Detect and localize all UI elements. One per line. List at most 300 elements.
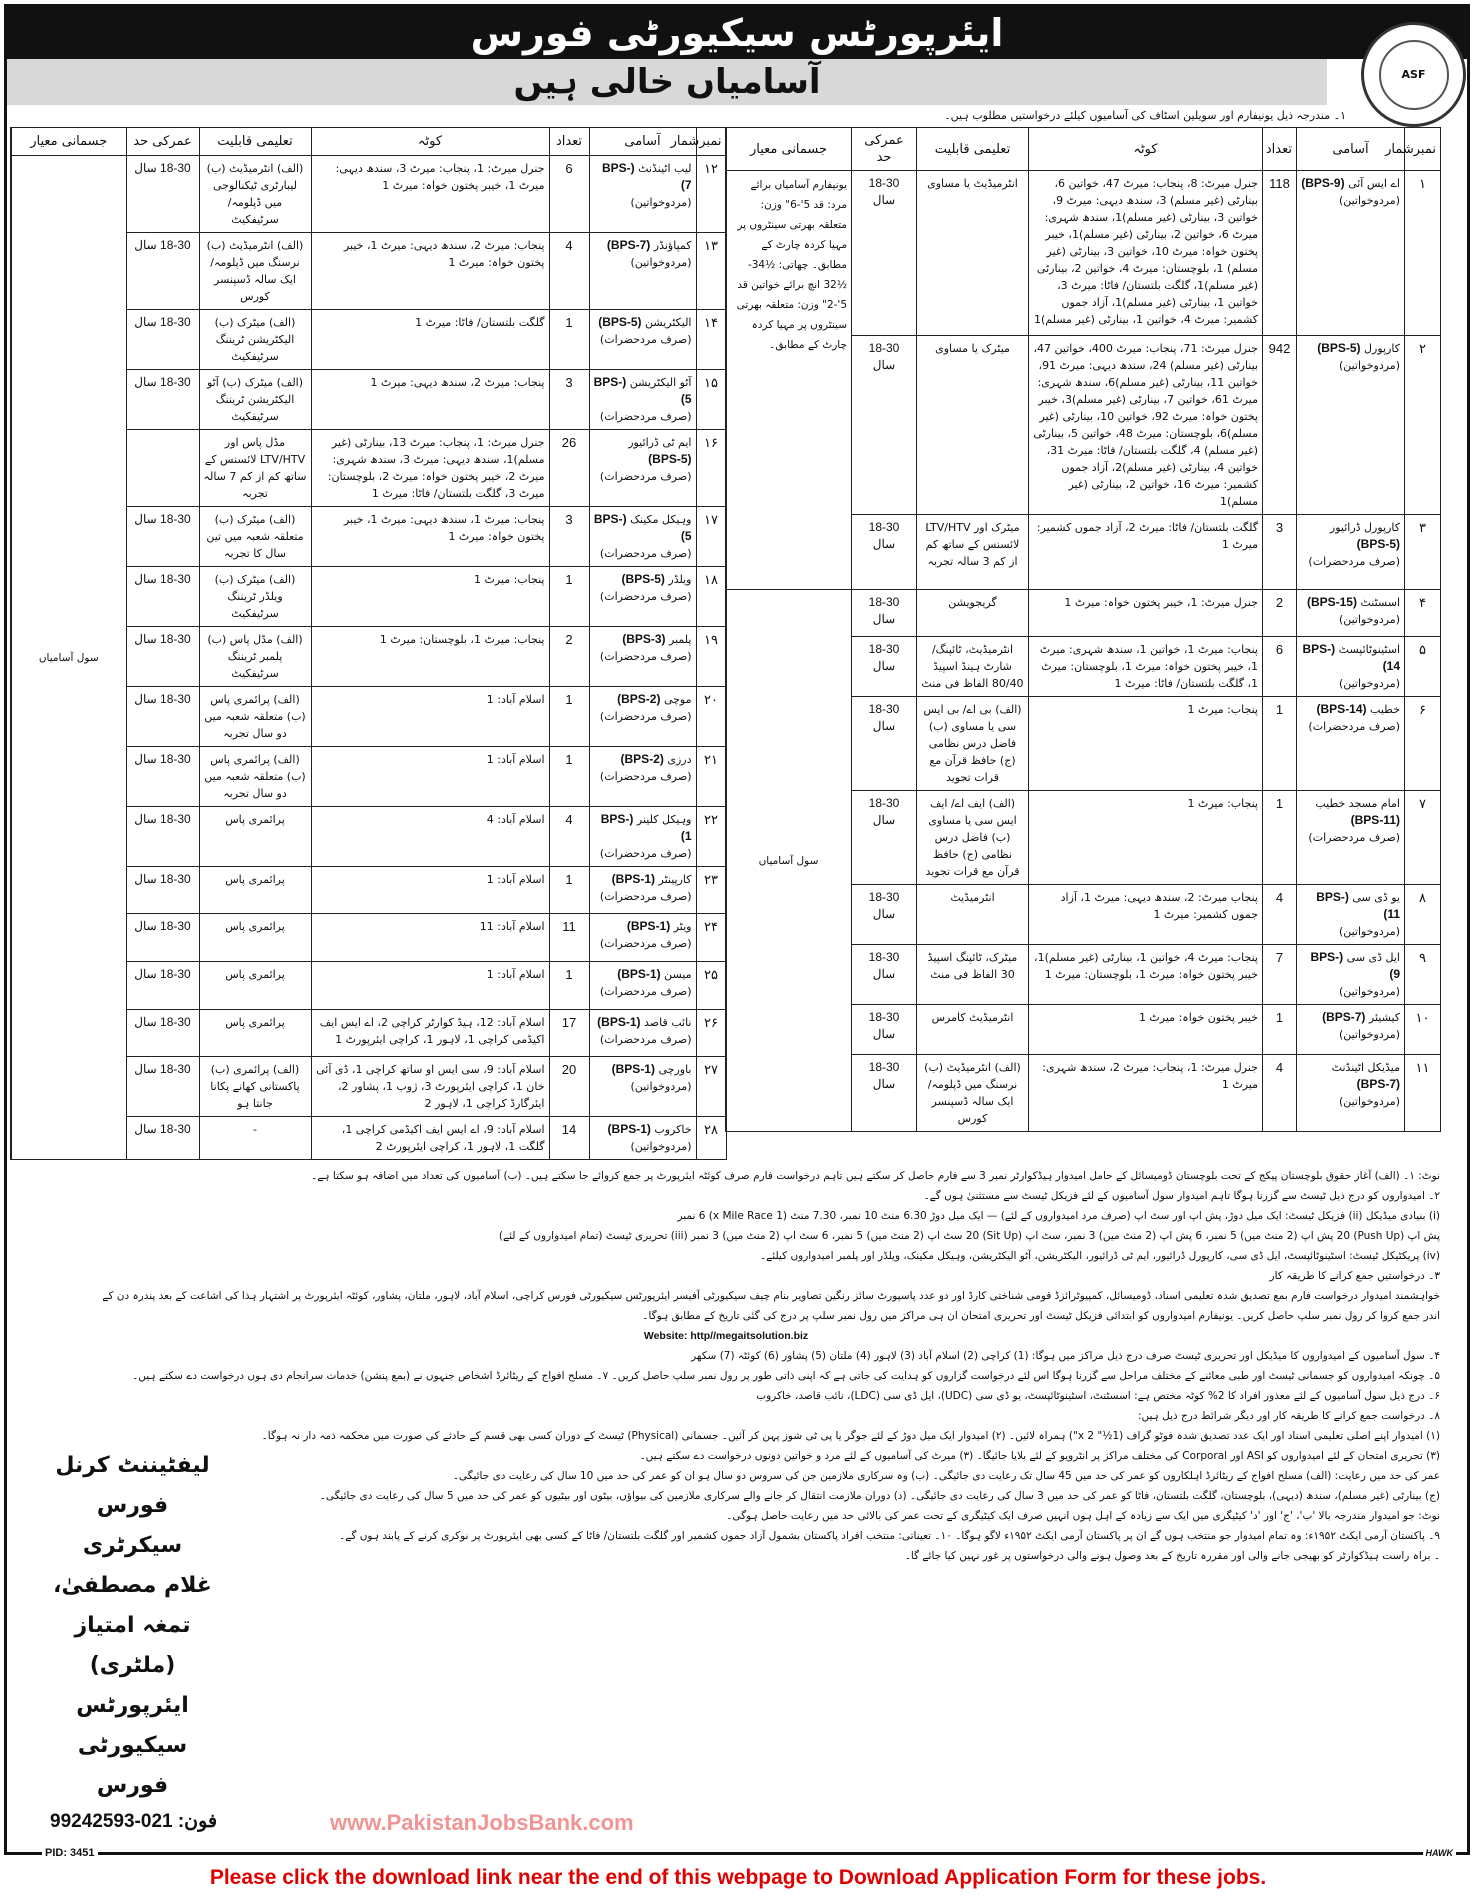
qualification-text: (الف) انٹرمیڈیٹ (ب) نرسنگ میں ڈپلومہ/ ایک سالہ ڈسپنسر کورس <box>199 233 311 310</box>
post-title <box>1297 171 1405 336</box>
post-name: میسن <box>664 968 692 981</box>
post-name: وہیکل کلینر <box>636 813 692 826</box>
vacancy-count: 1 <box>549 567 589 627</box>
post-title <box>589 156 696 233</box>
vacancy-count: 7 <box>1263 945 1297 1005</box>
post-title <box>1297 637 1405 697</box>
qualification-text: پرائمری پاس <box>199 867 311 914</box>
age-limit: 18-30 سال <box>126 1117 199 1160</box>
serial-number: ۱۱ <box>1405 1055 1441 1132</box>
age-limit: 18-30 سال <box>852 637 917 697</box>
bps-grade: (BPS-5) <box>1317 341 1361 355</box>
post-name: ویلڈر <box>668 573 692 586</box>
serial-number: ۳ <box>1405 515 1441 590</box>
quota-text: جنرل میرٹ: 71، پنجاب: میرٹ 400، خواتین 47، بینارٹی (غیر مسلم) 24، سندھ دیہی: میرٹ 91، خواتین 11، بینارٹی (غیر مسلم)6، سندھ شہری: میرٹ 61، خواتین 7، بینارٹی (غیر مسلم)3، خیبر پختون خواہ: میرٹ 92، خواتین 10، بینارٹی (غیر مسلم)6، بلوچستان: میرٹ 48، خواتین 5، بینارٹی (غیر مسلم) 4، گلگت بلتستان/ فاٹا: میرٹ 31، خواتین 4، بینارٹی (غیر مسلم)2، آزاد جموں کشمیر: میرٹ 16، خواتین 2، بینارٹی (غیر مسلم)1 <box>1029 336 1263 515</box>
quota-text: اسلام آباد: 1 <box>311 747 549 807</box>
note-line: نوٹ: ۱۔ (الف) آغاز حقوق بلوچستان پیکج کے تحت بلوچستان ڈومیسائل کے حامل امیدوار ہیڈکوارٹر نمبر 3 سے فارم حاصل کر سکتے ہیں تاہم درخواست فارم صرف کوئٹہ ایئرپورٹ پر جمع کروائے جا سکتے ہیں۔ (ب) آسامیوں کی تعداد میں اضافہ ہو سکتا ہے۔ <box>311 1170 1440 1182</box>
quota-text: اسلام آباد: 9، اے ایس ایف اکیڈمی کراچی 1، گلگت 1، لاہور 1، کراچی ایئرپورٹ 2 <box>311 1117 549 1160</box>
bps-grade: (BPS-5) <box>593 512 692 543</box>
post-title <box>589 747 696 807</box>
vacancy-count: 2 <box>1263 590 1297 637</box>
serial-number: ۱۵ <box>696 370 726 430</box>
qualification-text: (الف) میٹرک (ب) متعلقہ شعبہ میں تین سال کا تجربہ <box>199 507 311 567</box>
post-name: کارپورل <box>1364 342 1400 355</box>
quota-text: پنجاب: میرٹ 1، خواتین 1، سندھ شہری: میرٹ 1، خیبر پختون خواہ: میرٹ 1، بلوچستان: میرٹ 1، گلگت بلتستان/ فاٹا: میرٹ 1 <box>1029 637 1263 697</box>
age-limit: 18-30 سال <box>126 310 199 370</box>
post-name: ایم ٹی ڈرائیور <box>628 436 692 449</box>
gender-eligibility: (مردوخواتین) <box>1338 359 1400 372</box>
gender-eligibility: (صرف مردحضرات) <box>1308 831 1400 844</box>
quota-text: گلگت بلتستان/ فاٹا: میرٹ 1 <box>311 310 549 370</box>
qualification-text: مڈل پاس اور LTV/HTV لائسنس کے ساتھ کم از کم 7 سالہ تجربہ <box>199 430 311 507</box>
vacancy-count: 1 <box>1263 1005 1297 1055</box>
bps-grade: (BPS-7) <box>1356 1077 1400 1091</box>
qualification-text: (الف) انٹرمیڈیٹ (ب) لیبارٹری ٹیکنالوجی میں ڈپلومہ/ سرٹیفکیٹ <box>199 156 311 233</box>
serial-number: ۱۹ <box>696 627 726 687</box>
signature-block <box>45 1446 220 1806</box>
post-name: امام مسجد خطیب <box>1315 797 1400 810</box>
quota-text: جنرل میرٹ: 1، پنجاب: میرٹ 3، سندھ دیہی: میرٹ 1، خیبر پختون خواہ: میرٹ 1 <box>311 156 549 233</box>
bps-grade: (BPS-5) <box>593 375 692 406</box>
gender-eligibility: (صرف مردحضرات) <box>599 847 692 860</box>
serial-number: ۱ <box>1405 171 1441 336</box>
vacancy-count: 118 <box>1263 171 1297 336</box>
serial-number: ۲۵ <box>696 962 726 1010</box>
post-title <box>589 962 696 1010</box>
gender-eligibility: (صرف مردحضرات) <box>599 547 692 560</box>
note-line: ۴۔ سول آسامیوں کے امیدواروں کا میڈیکل اور تحریری ٹیسٹ صرف درج ذیل مراکز میں ہوگا: (1) کراچی (2) اسلام آباد (3) لاہور (4) ملتان (5) پشاور (6) کوئٹہ (7) سکھر <box>691 1350 1440 1362</box>
age-limit: 18-30 سال <box>852 336 917 515</box>
bps-grade: (BPS-1) <box>626 919 671 933</box>
qualification-text: میٹرک اور LTV/HTV لائسنس کے ساتھ کم از کم 3 سالہ تجربہ <box>917 515 1029 590</box>
serial-number: ۱۳ <box>696 233 726 310</box>
qualification-text: انٹرمیڈیٹ، ٹائپنگ/ شارٹ ہینڈ اسپیڈ 80/40 الفاظ فی منٹ <box>917 637 1029 697</box>
bps-grade: (BPS-1) <box>611 872 655 886</box>
note-line: اندر جمع کروا کر رول نمبر سلپ حاصل کریں۔ یونیفارم امیدواروں کو ابتدائی فزیکل ٹیسٹ اور تحریری امتحان ان ہی مراکز میں رول نمبر سلپ پر درج کی گئی تاریخ کے مطابق ہوگا۔ <box>642 1310 1440 1322</box>
qualification-text: پرائمری پاس <box>199 914 311 962</box>
post-title <box>1297 697 1405 791</box>
notes-section <box>12 1166 1440 1566</box>
qualification-text: پرائمری پاس <box>199 1010 311 1057</box>
quota-text: پنجاب: میرٹ 1، سندھ دیہی: میرٹ 1، خیبر پختون خواہ: میرٹ 1 <box>311 507 549 567</box>
post-name: خاکروب <box>654 1123 692 1136</box>
gender-eligibility: (مردوخواتین) <box>1338 1028 1400 1041</box>
vacancy-count: 3 <box>549 507 589 567</box>
gender-eligibility: (صرف مردحضرات) <box>599 710 692 723</box>
serial-number: ۵ <box>1405 637 1441 697</box>
post-name: باورچی <box>658 1063 692 1076</box>
bps-grade: (BPS-14) <box>1302 642 1400 673</box>
col-sno: نمبرشمار <box>696 128 726 156</box>
post-name: کارپورل ڈرائیور <box>1329 521 1400 534</box>
bps-grade: (BPS-2) <box>617 692 661 706</box>
bps-grade: (BPS-1) <box>617 967 661 981</box>
quota-text: اسلام آباد: 1 <box>311 962 549 1010</box>
agency-logo: HAWK <box>1423 1846 1457 1860</box>
bps-grade: (BPS-1) <box>607 1122 651 1136</box>
signatory-name: غلام مصطفیٰ، تمغہ امتیاز (ملٹری) <box>53 1573 212 1678</box>
age-limit: 18-30 سال <box>852 590 917 637</box>
note-line: (i) بنیادی میڈیکل (ii) فزیکل ٹیسٹ: ایک میل دوڑ، پش اپ اور سٹ اپ (صرف مرد امیدواروں کے لئے) — ایک میل دوڑ 6.30 منٹ 10 نمبر، 7.30 منٹ (1 x Mile Race) 6 نمبر <box>677 1210 1440 1222</box>
bps-grade: (BPS-1) <box>611 1062 655 1076</box>
col-count: تعداد <box>549 128 589 156</box>
age-limit: 18-30 سال <box>852 1055 917 1132</box>
physical-standard: سول آسامیاں <box>11 156 126 1160</box>
serial-number: ۴ <box>1405 590 1441 637</box>
quota-text: اسلام آباد: 12، ہیڈ کوارٹر کراچی 2، اے ایس ایف اکیڈمی کراچی 1، لاہور 1، کراچی ایئرپورٹ 1 <box>311 1010 549 1057</box>
quota-text: جنرل میرٹ: 1، پنجاب: میرٹ 13، بینارٹی (غیر مسلم)1، سندھ دیہی: میرٹ 3، سندھ شہری: میرٹ 2، خیبر پختون خواہ: میرٹ 2، بلوچستان: میرٹ 3، گلگت بلتستان/ فاٹا: میرٹ 1 <box>311 430 549 507</box>
gender-eligibility: (صرف مردحضرات) <box>599 410 692 423</box>
quota-text: خیبر پختون خواہ: میرٹ 1 <box>1029 1005 1263 1055</box>
gender-eligibility: (مردوخواتین) <box>1338 985 1400 998</box>
note-line: ۳۔ درخواستیں جمع کرانے کا طریقہ کار <box>1269 1270 1440 1282</box>
age-limit: 18-30 سال <box>126 1057 199 1117</box>
age-limit: 18-30 سال <box>126 867 199 914</box>
col-age: عمرکی حد <box>852 128 917 171</box>
bps-grade: (BPS-5) <box>1356 537 1400 551</box>
vacancy-count: 6 <box>1263 637 1297 697</box>
vacancy-count: 1 <box>549 310 589 370</box>
post-title <box>589 233 696 310</box>
note-line: (۳) تحریری امتحان کے لئے امیدواروں کو ASI اور Corporal کی مختلف مراکز پر انٹرویو کے لئے بلایا جائیگا۔ (۳) میرٹ کی آسامیوں کے لئے مرد و خواتین دونوں درخواست دے سکتے ہیں۔ <box>639 1450 1440 1462</box>
age-limit: 18-30 سال <box>126 233 199 310</box>
bps-grade: (BPS-2) <box>620 752 664 766</box>
note-line: (۱) امیدوار اپنے اصلی تعلیمی اسناد اور ایک عدد تصدیق شدہ فوٹو گراف (1½" x 2") ہمراہ لائیں۔ (۲) امیدوار ایک میل دوڑ کے لئے جوگر یا پی ٹی شوز پہن کر آئیں۔ جسمانی (Physical) ٹیسٹ کے دوران کسی بھی قسم کے حادثے کی صورت میں محکمہ ذمہ دار نہ ہوگا۔ <box>261 1430 1440 1442</box>
quota-text: پنجاب: میرٹ 1، بلوچستان: میرٹ 1 <box>311 627 549 687</box>
vacancy-count: 1 <box>549 747 589 807</box>
bps-grade: (BPS-9) <box>1310 950 1400 981</box>
gender-eligibility: (مردوخواتین) <box>630 196 692 209</box>
gender-eligibility: (مردوخواتین) <box>630 1080 692 1093</box>
post-title <box>1297 791 1405 885</box>
gender-eligibility: (صرف مردحضرات) <box>599 650 692 663</box>
post-title <box>589 1010 696 1057</box>
gender-eligibility: (صرف مردحضرات) <box>599 470 692 483</box>
post-title <box>589 627 696 687</box>
post-title <box>589 507 696 567</box>
gender-eligibility: (صرف مردحضرات) <box>599 937 692 950</box>
note-line: (iv) پریکٹیکل ٹیسٹ: اسٹینوٹائپسٹ، ایل ڈی سی، کارپورل ڈرائیور، ایم ٹی ڈرائیور، الیکٹریشن، آٹو الیکٹریشن، وہیکل مکینک، ویلڈر اور پلمبر امیدواروں کیلئے۔ <box>759 1250 1440 1262</box>
vacancy-count: 11 <box>549 914 589 962</box>
pid-label: PID: 3451 <box>42 1846 98 1860</box>
gender-eligibility: (صرف مردحضرات) <box>599 985 692 998</box>
vacancy-count: 1 <box>1263 697 1297 791</box>
post-name: وہیکل مکینک <box>630 513 692 526</box>
age-limit: 18-30 سال <box>126 747 199 807</box>
serial-number: ۲۷ <box>696 1057 726 1117</box>
table-row <box>726 171 1441 336</box>
age-limit: 18-30 سال <box>852 171 917 336</box>
bps-grade: (BPS-9) <box>1301 176 1345 190</box>
vacancy-count: 1 <box>1263 791 1297 885</box>
ad-subtitle: آسامیاں خالی ہیں <box>7 59 1327 105</box>
post-name: پلمبر <box>669 633 692 646</box>
post-title <box>589 807 696 867</box>
age-limit <box>126 430 199 507</box>
gender-eligibility: (صرف مردحضرات) <box>599 590 692 603</box>
age-limit: 18-30 سال <box>852 697 917 791</box>
serial-number: ۱۷ <box>696 507 726 567</box>
serial-number: ۲۸ <box>696 1117 726 1160</box>
qualification-text: میٹرک، ٹائپنگ اسپیڈ 30 الفاظ فی منٹ <box>917 945 1029 1005</box>
serial-number: ۲۱ <box>696 747 726 807</box>
col-qualification: تعلیمی قابلیت <box>199 128 311 156</box>
qualification-text: انٹرمیڈیٹ کامرس <box>917 1005 1029 1055</box>
vacancy-count: 1 <box>549 867 589 914</box>
col-sno: نمبرشمار <box>1405 128 1441 171</box>
serial-number: ۲۲ <box>696 807 726 867</box>
post-title <box>1297 1055 1405 1132</box>
gender-eligibility: (صرف مردحضرات) <box>1308 555 1400 568</box>
note-line: ۹۔ پاکستان آرمی ایکٹ ۱۹۵۲ء: وہ تمام امیدوار جو منتخب ہوں گے ان پر پاکستان آرمی ایکٹ ۱۹۵۲ء لاگو ہوگا۔ ۱۰۔ تعیناتی: منتخب افراد پاکستان بشمول آزاد جموں کشمیر اور گلگت بلتستان/ فاٹا کے کسی بھی ایئرپورٹ پر نوکری کرنے کے پابند ہوں گے۔ <box>339 1530 1440 1542</box>
post-title <box>589 914 696 962</box>
post-name: موچی <box>663 693 692 706</box>
serial-number: ۲۶ <box>696 1010 726 1057</box>
signatory-org: ایئرپورٹس سیکیورٹی فورس <box>76 1693 189 1798</box>
bps-grade: (BPS-3) <box>622 632 666 646</box>
qualification-text: میٹرک یا مساوی <box>917 336 1029 515</box>
post-name: الیکٹریشن <box>645 316 692 329</box>
age-limit: 18-30 سال <box>126 807 199 867</box>
table-row <box>11 156 726 233</box>
vacancy-table-left <box>10 127 727 1160</box>
bps-grade: (BPS-7) <box>601 161 692 192</box>
gender-eligibility: (صرف مردحضرات) <box>599 333 692 346</box>
qualification-text: (الف) پرائمری پاس (ب) متعلقہ شعبہ میں دو سال تجربہ <box>199 687 311 747</box>
post-name: لیب اٹینڈنٹ <box>638 162 692 175</box>
post-title <box>589 1117 696 1160</box>
qualification-text: انٹرمیڈیٹ یا مساوی <box>917 171 1029 336</box>
quota-text: اسلام آباد: 1 <box>311 867 549 914</box>
quota-text: جنرل میرٹ: 8، پنجاب: میرٹ 47، خواتین 6، بینارٹی (غیر مسلم) 3، سندھ دیہی: میرٹ 9، خواتین 3، بینارٹی (غیر مسلم)1، سندھ شہری: میرٹ 6، خواتین 2، بینارٹی (غیر مسلم)1، خیبر پختون خواہ: میرٹ 10، خواتین 3، بینارٹی (غیر مسلم) 1، بلوچستان: میرٹ 4، خواتین 2، بینارٹی (غیر مسلم)1، گلگت بلتستان/ فاٹا: میرٹ 3، خواتین 1، بینارٹی (غیر مسلم)1، آزاد جموں کشمیر: میرٹ 4، خواتین 1، بینارٹی (غیر مسلم)1 <box>1029 171 1263 336</box>
table-row <box>726 590 1441 637</box>
quota-text: پنجاب: میرٹ 1 <box>1029 791 1263 885</box>
post-name: کارپینٹر <box>658 873 692 886</box>
post-name: اے ایس آئی <box>1348 177 1400 190</box>
vacancy-count: 4 <box>1263 885 1297 945</box>
post-name: میڈیکل اٹینڈنٹ <box>1331 1061 1400 1074</box>
qualification-text: انٹرمیڈیٹ <box>917 885 1029 945</box>
note-line: ۵۔ چونکہ امیدواروں کو جسمانی ٹیسٹ اور طبی معائنے کے مختلف مراحل سے گزرنا ہوگا اس لئے درخواست گزاروں کو ہدایت کی جاتی ہے کہ اپنی ذاتی طور پر رول نمبر سلپ حاصل کریں۔ ۷۔ مسلح افواج کے ریٹائرڈ اشخاص جنہوں نے (بمع پنشن) خدمات سرانجام دی ہوں درخواست دے سکتے ہیں۔ <box>132 1370 1440 1382</box>
serial-number: ۱۰ <box>1405 1005 1441 1055</box>
col-post: آسامی <box>1297 128 1405 171</box>
ad-title: ایئرپورٹس سیکیورٹی فورس <box>7 7 1467 59</box>
gender-eligibility: (صرف مردحضرات) <box>599 890 692 903</box>
post-name: درزی <box>667 753 692 766</box>
physical-standard: سول آسامیاں <box>726 590 852 1132</box>
qualification-text: (الف) ایف اے/ ایف ایس سی یا مساوی (ب) فاضل درس نظامی (ج) حافظ قرآن مع قرات تجوید <box>917 791 1029 885</box>
age-limit: 18-30 سال <box>126 962 199 1010</box>
post-title <box>589 567 696 627</box>
watermark: www.PakistanJobsBank.com <box>330 1810 634 1835</box>
vacancy-count: 2 <box>549 627 589 687</box>
serial-number: ۷ <box>1405 791 1441 885</box>
age-limit: 18-30 سال <box>852 1005 917 1055</box>
post-title <box>1297 1005 1405 1055</box>
qualification-text: (الف) پرائمری (ب) پاکستانی کھانے پکانا جانتا ہو <box>199 1057 311 1117</box>
quota-text: اسلام آباد: 11 <box>311 914 549 962</box>
bps-grade: (BPS-15) <box>1306 595 1357 609</box>
col-physical: جسمانی معیار <box>11 128 126 156</box>
post-title <box>589 370 696 430</box>
vacancy-count: 6 <box>549 156 589 233</box>
gender-eligibility: (مردوخواتین) <box>1338 925 1400 938</box>
serial-number: ۱۴ <box>696 310 726 370</box>
col-post: آسامی <box>589 128 696 156</box>
download-notice[interactable]: Please click the download link near the end of this webpage to Download Application Form for these jobs. <box>209 1866 1267 1889</box>
asf-emblem-icon: ASF <box>1379 40 1449 110</box>
quota-text: پنجاب: میرٹ 2، سندھ دیہی: میرٹ 1 <box>311 370 549 430</box>
qualification-text: پرائمری پاس <box>199 962 311 1010</box>
qualification-text: گریجویشن <box>917 590 1029 637</box>
qualification-text: (الف) بی اے/ بی ایس سی یا مساوی (ب) فاضل درس نظامی (ج) حافظ قرآن مع قرات تجوید <box>917 697 1029 791</box>
gender-eligibility: (مردوخواتین) <box>1338 194 1400 207</box>
serial-number: ۱۶ <box>696 430 726 507</box>
vacancy-count: 3 <box>549 370 589 430</box>
serial-number: ۱۲ <box>696 156 726 233</box>
note-line: عمر کی حد میں رعایت: (الف) مسلح افواج کے ریٹائرڈ اہلکاروں کو عمر کی حد میں 45 سال تک رعایت دی جائیگی۔ (ب) وہ سرکاری ملازمین جن کی سروس دو سال ہو ان کو عمر کی حد میں 10 سال کی رعایت دی جائیگی۔ <box>452 1470 1440 1482</box>
quota-text: جنرل میرٹ: 1، پنجاب: میرٹ 2، سندھ شہری: میرٹ 1 <box>1029 1055 1263 1132</box>
note-line: ۸۔ درخواست جمع کرانے کا طریقہ کار اور دیگر شرائط درج ذیل ہیں: <box>1137 1410 1440 1422</box>
age-limit: 18-30 سال <box>126 370 199 430</box>
age-limit: 18-30 سال <box>852 945 917 1005</box>
age-limit: 18-30 سال <box>126 507 199 567</box>
age-limit: 18-30 سال <box>126 156 199 233</box>
post-title <box>589 310 696 370</box>
post-title <box>589 1057 696 1117</box>
asf-logo <box>1361 22 1466 127</box>
bps-grade: (BPS-14) <box>1316 702 1367 716</box>
serial-number: ۸ <box>1405 885 1441 945</box>
quota-text: جنرل میرٹ: 1، خیبر پختون خواہ: میرٹ 1 <box>1029 590 1263 637</box>
vacancy-count: 17 <box>549 1010 589 1057</box>
post-title <box>589 430 696 507</box>
vacancy-count: 1 <box>549 687 589 747</box>
post-name: ایل ڈی سی <box>1346 951 1400 964</box>
col-quota: کوٹہ <box>311 128 549 156</box>
post-name: نائب قاصد <box>644 1016 692 1029</box>
qualification-text: (الف) مڈل پاس (ب) پلمبر ٹریننگ سرٹیفکیٹ <box>199 627 311 687</box>
bps-grade: (BPS-5) <box>648 452 692 466</box>
post-name: کمپاؤنڈر <box>653 239 692 252</box>
age-limit: 18-30 سال <box>126 687 199 747</box>
age-limit: 18-30 سال <box>852 791 917 885</box>
vacancy-count: 4 <box>1263 1055 1297 1132</box>
signatory-title: لیفٹیننٹ کرنل فورس سیکرٹری <box>55 1453 210 1558</box>
post-title <box>1297 945 1405 1005</box>
note-line: نوٹ: جو امیدوار مندرجہ بالا 'ب'، 'ج' اور 'د' کیٹیگری میں ایک سے زیادہ کے اہل ہوں انہیں صرف ایک کیٹیگری کے تحت عمر کی بالائی حد میں رعایت حاصل ہوگی۔ <box>726 1510 1440 1522</box>
age-limit: 18-30 سال <box>126 914 199 962</box>
vacancy-count: 4 <box>549 233 589 310</box>
quota-text: پنجاب: میرٹ 1 <box>1029 697 1263 791</box>
note-line: پش اپ (Push Up) 20 پش اپ (2 منٹ میں) 5 نمبر، 6 پش اپ (2 منٹ میں) 3 نمبر، سٹ اپ (Sit Up) 20 سٹ اپ (2 منٹ میں) 5 نمبر، 6 سٹ اپ (2 منٹ میں) 3 نمبر (iii) تحریری ٹیسٹ (تمام امیدواروں کے لئے) <box>498 1230 1440 1242</box>
qualification-text: - <box>199 1117 311 1160</box>
quota-text: اسلام آباد: 1 <box>311 687 549 747</box>
gender-eligibility: (صرف مردحضرات) <box>599 1033 692 1046</box>
post-name: اسسٹنٹ <box>1360 596 1400 609</box>
bps-grade: (BPS-7) <box>606 238 651 252</box>
quota-text: پنجاب: میرٹ 4، خواتین 1، بینارٹی (غیر مسلم)1، خیبر پختون خواہ: میرٹ 1، بلوچستان: میرٹ 1 <box>1029 945 1263 1005</box>
post-name: یو ڈی سی <box>1352 891 1400 904</box>
post-title <box>1297 515 1405 590</box>
bps-grade: (BPS-5) <box>621 572 665 586</box>
vacancy-count: 20 <box>549 1057 589 1117</box>
quota-text: پنجاب: میرٹ 2، سندھ دیہی: میرٹ 1، خیبر پختون خواہ: میرٹ 1 <box>311 233 549 310</box>
gender-eligibility: (مردوخواتین) <box>630 256 692 269</box>
serial-number: ۲ <box>1405 336 1441 515</box>
vacancy-count: 14 <box>549 1117 589 1160</box>
note-line: (ج) بینارٹی (غیر مسلم)، سندھ (دیہی)، بلوچستان، گلگت بلتستان، فاٹا کو عمر کی حد میں 3 سال کی رعایت دی جائیگی۔ (د) دوران ملازمت انتقال کر جانے والے سرکاری ملازمین کی بیواؤں، بیٹوں اور بیٹیوں کو عمر کی حد میں 5 سال کی رعایت دی جائیگی۔ <box>319 1490 1440 1502</box>
post-name: آٹو الیکٹریشن <box>629 376 692 389</box>
qualification-text: (الف) انٹرمیڈیٹ (ب) نرسنگ میں ڈپلومہ/ ایک سالہ ڈسپنسر کورس <box>917 1055 1029 1132</box>
qualification-text: (الف) میٹرک (ب) الیکٹریشن ٹریننگ سرٹیفکیٹ <box>199 310 311 370</box>
age-limit: 18-30 سال <box>126 567 199 627</box>
age-limit: 18-30 سال <box>852 515 917 590</box>
post-name: ویٹر <box>673 920 692 933</box>
gender-eligibility: (مردوخواتین) <box>1338 613 1400 626</box>
qualification-text: (الف) پرائمری پاس (ب) متعلقہ شعبہ میں دو سال تجربہ <box>199 747 311 807</box>
age-limit: 18-30 سال <box>126 627 199 687</box>
col-physical: جسمانی معیار <box>726 128 852 171</box>
phone-number: فون: 021-99242593 <box>50 1811 218 1832</box>
post-title <box>1297 336 1405 515</box>
intro-text: ۱۔ مندرجہ ذیل یونیفارم اور سویلین اسٹاف کی آسامیوں کیلئے درخواستیں مطلوب ہیں۔ <box>944 109 1346 122</box>
qualification-text: پرائمری پاس <box>199 807 311 867</box>
vacancy-count: 3 <box>1263 515 1297 590</box>
gender-eligibility: (مردوخواتین) <box>1338 677 1400 690</box>
note-line: ۲۔ امیدواروں کو درج ذیل ٹیسٹ سے گزرنا ہوگا تاہم امیدوار سول آسامیوں کے لئے فزیکل ٹیسٹ سے مستثنیٰ ہوں گے۔ <box>923 1190 1440 1202</box>
quota-text: گلگت بلتستان/ فاٹا: میرٹ 2، آزاد جموں کشمیر: میرٹ 1 <box>1029 515 1263 590</box>
qualification-text: (الف) میٹرک (ب) آٹو الیکٹریشن ٹریننگ سرٹیفکیٹ <box>199 370 311 430</box>
gender-eligibility: (مردوخواتین) <box>1338 1095 1400 1108</box>
vacancy-count: 4 <box>549 807 589 867</box>
quota-text: اسلام آباد: 4 <box>311 807 549 867</box>
post-title <box>1297 885 1405 945</box>
serial-number: ۲۰ <box>696 687 726 747</box>
post-title <box>589 687 696 747</box>
bps-grade: (BPS-11) <box>1350 813 1400 827</box>
quota-text: پنجاب: میرٹ 1 <box>311 567 549 627</box>
age-limit: 18-30 سال <box>852 885 917 945</box>
note-line: ۶۔ درج ذیل سول آسامیوں کے لئے معذور افراد کا 2% کوٹہ مختص ہے: اسسٹنٹ، اسٹینوٹائپسٹ، یو ڈی سی (UDC)، ایل ڈی سی (LDC)، نائب قاصد، خاکروب <box>756 1390 1440 1402</box>
gender-eligibility: (صرف مردحضرات) <box>1308 720 1400 733</box>
vacancy-count: 942 <box>1263 336 1297 515</box>
website-link[interactable]: Website: http//megaitsolution.biz <box>643 1330 809 1342</box>
serial-number: ۹ <box>1405 945 1441 1005</box>
physical-standard: یونیفارم آسامیاں برائے مرد: قد 5'-6" وزن: متعلقہ بھرتی سینٹروں پر مہیا کردہ چارٹ کے مطابق۔ چھاتی: ½34-½32 انچ برائے خواتین قد 5'-2" وزن: متعلقہ بھرتی سینٹروں پر مہیا کردہ چارٹ کے مطابق۔ <box>726 171 852 590</box>
quota-text: پنجاب میرٹ: 2، سندھ دیہی: میرٹ 1، آزاد جموں کشمیر: میرٹ 1 <box>1029 885 1263 945</box>
post-title <box>589 867 696 914</box>
post-title <box>1297 590 1405 637</box>
note-line: ۔ براہ راست ہیڈکوارٹر کو بھیجی جانے والی اور مقررہ تاریخ کے بعد وصول ہونے والی درخواستوں پر غور نہیں کیا جائے گا۔ <box>904 1550 1440 1562</box>
serial-number: ۲۳ <box>696 867 726 914</box>
post-name: اسٹینوٹائپسٹ <box>1338 643 1400 656</box>
col-age: عمرکی حد <box>126 128 199 156</box>
vacancy-count: 1 <box>549 962 589 1010</box>
bps-grade: (BPS-5) <box>598 315 642 329</box>
col-count: تعداد <box>1263 128 1297 171</box>
serial-number: ۶ <box>1405 697 1441 791</box>
vacancy-table-right <box>725 127 1441 1132</box>
bps-grade: (BPS-1) <box>600 812 692 843</box>
age-limit: 18-30 سال <box>126 1010 199 1057</box>
gender-eligibility: (صرف مردحضرات) <box>599 770 692 783</box>
bps-grade: (BPS-7) <box>1322 1010 1366 1024</box>
quota-text: اسلام آباد: 9، سی ایس او ساتھ کراچی 1، ڈی آئی خان 1، کراچی ایئرپورٹ 3، ژوب 1، پشاور 2، ایئرگارڈ کراچی 1، لاہور 2 <box>311 1057 549 1117</box>
gender-eligibility: (مردوخواتین) <box>630 1140 692 1153</box>
bps-grade: (BPS-11) <box>1316 890 1400 921</box>
post-name: خطیب <box>1370 703 1400 716</box>
